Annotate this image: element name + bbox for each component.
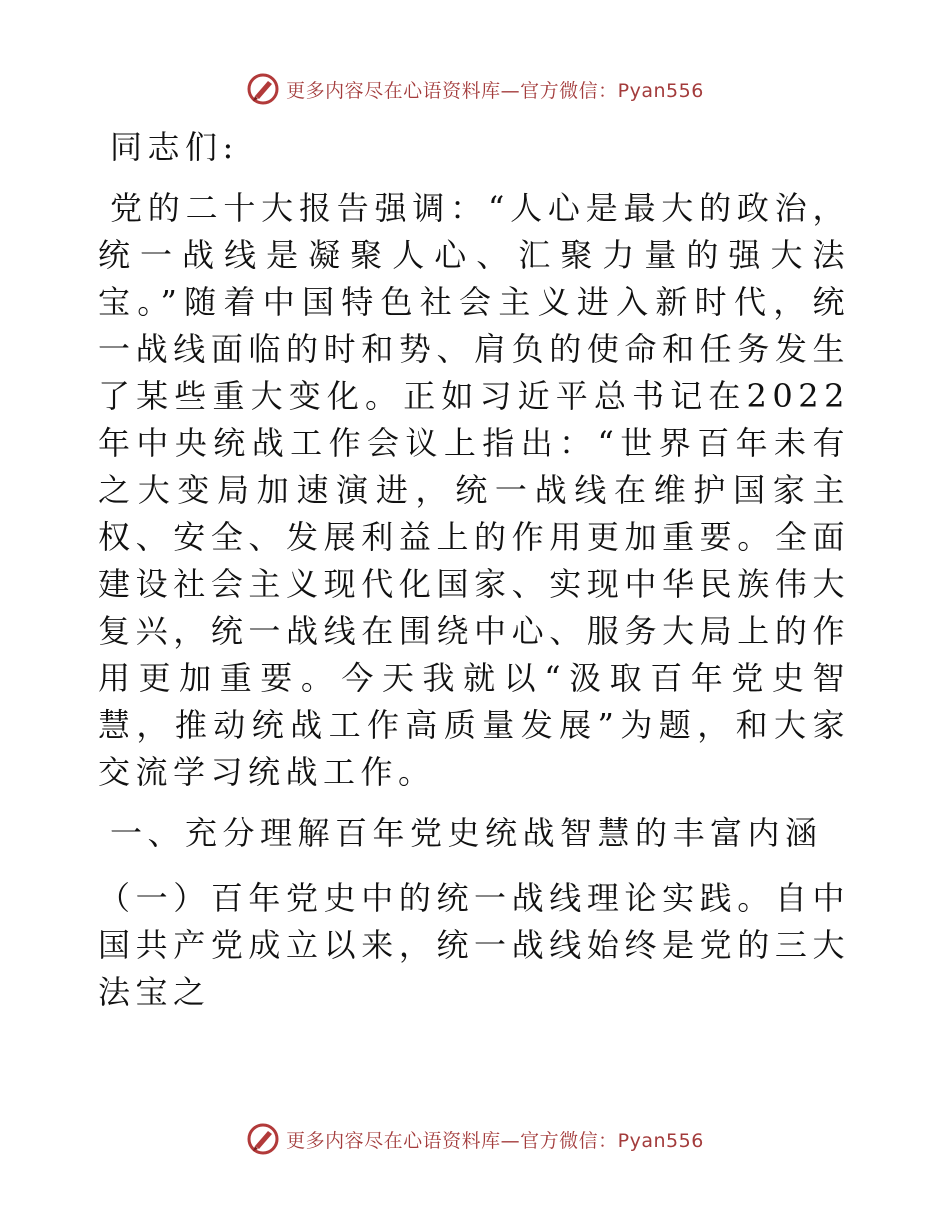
section-heading-1: 一、充分理解百年党史统战智慧的丰富内涵	[110, 814, 823, 852]
pen-seal-logo-icon	[246, 72, 280, 106]
header-watermark-text: 更多内容尽在心语资料库—官方微信：Pyan556	[286, 79, 704, 102]
pen-seal-logo-icon	[246, 1122, 280, 1156]
header-watermark-banner	[0, 72, 950, 106]
paragraph-intro: 党的二十大报告强调：“人心是最大的政治，统一战线是凝聚人心、汇聚力量的强大法宝。”随着中国特色社会主义进入新时代，统一战线面临的时和势、肩负的使命和任务发生了某些重大变化。正如习近平总书记在2022年中央统战工作会议上指出：“世界百年未有之大变局加速演进，统一战线在维护国家主权、安全、发展利益上的作用更加重要。全面建设社会主义现代化国家、实现中华民族伟大复兴，统一战线在围绕中心、服务大局上的作用更加重要。今天我就以“汲取百年党史智慧，推动统战工作高质量发展”为题，和大家交流学习统战工作。	[98, 189, 850, 791]
document-body	[98, 124, 850, 1016]
footer-watermark-banner	[0, 1122, 950, 1156]
salutation: 同志们:	[110, 128, 239, 166]
footer-watermark-text: 更多内容尽在心语资料库—官方微信：Pyan556	[286, 1129, 704, 1152]
paragraph-subsection-1: （一）百年党史中的统一战线理论实践。自中国共产党成立以来，统一战线始终是党的三大法宝之	[98, 879, 850, 1011]
